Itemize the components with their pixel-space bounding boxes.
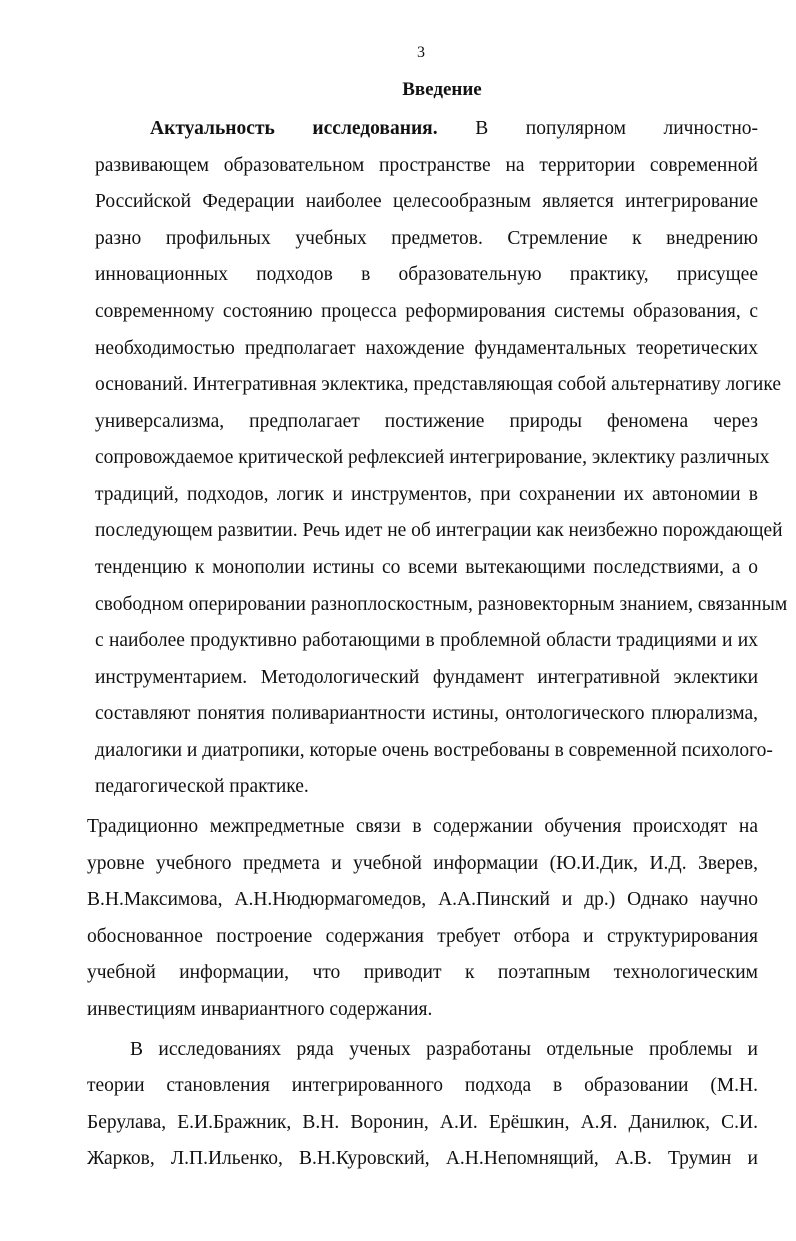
paragraph-line: тенденцию к монополии истины со всеми вытекающими последствиями, а о — [95, 557, 758, 578]
paragraph-line: составляют понятия поливариантности истины, онтологического плюрализма, — [95, 703, 758, 724]
paragraph-line: развивающем образовательном пространстве на территории современной — [95, 155, 758, 176]
paragraph-line: с наиболее продуктивно работающими в проблемной области традициями и их — [95, 630, 758, 651]
paragraph-line: традиций, подходов, логик и инструментов, при сохранении их автономии в — [95, 484, 758, 505]
paragraph-line: сопровождаемое критической рефлексией интегрирование, эклектику различных — [95, 447, 770, 468]
paragraph-line: обоснованное построение содержания требует отбора и структурирования — [87, 926, 758, 947]
paragraph-line: инструментарием. Методологический фундамент интегративной эклектики — [95, 667, 758, 688]
paragraph-line: Российской Федерации наиболее целесообразным является интегрирование — [95, 191, 758, 212]
paragraph-line: универсализма, предполагает постижение природы феномена через — [95, 411, 758, 432]
paragraph-line: разно профильных учебных предметов. Стремление к внедрению — [95, 228, 758, 249]
paragraph-line: В.Н.Максимова, А.Н.Нюдюрмагомедов, А.А.Пинский и др.) Однако научно — [87, 889, 758, 910]
lead-bold-text: Актуальность исследования. — [150, 118, 438, 139]
paragraph-line: диалогики и диатропики, которые очень востребованы в современной психолого- — [95, 740, 773, 761]
line-text: В популярном личностно- — [475, 118, 758, 139]
paragraph-line: учебной информации, что приводит к поэтапным технологическим — [87, 962, 758, 983]
paragraph-line: теории становления интегрированного подхода в образовании (М.Н. — [87, 1075, 758, 1096]
section-heading: Введение — [402, 79, 482, 100]
page-number: 3 — [417, 44, 425, 61]
paragraph-line: Традиционно межпредметные связи в содержании обучения происходят на — [87, 816, 758, 837]
paragraph-line: последующем развитии. Речь идет не об интеграции как неизбежно порождающей — [95, 520, 783, 541]
paragraph-line: инвестициям инвариантного содержания. — [87, 999, 433, 1020]
paragraph-line: уровне учебного предмета и учебной информации (Ю.И.Дик, И.Д. Зверев, — [87, 853, 758, 874]
paragraph-line: Берулава, Е.И.Бражник, В.Н. Воронин, А.И. Ерёшкин, А.Я. Данилюк, С.И. — [87, 1112, 758, 1133]
paragraph-line — [150, 115, 758, 143]
paragraph-line: свободном оперировании разноплоскостным, разновекторным знанием, связанным — [95, 594, 788, 615]
paragraph-line: оснований. Интегративная эклектика, представляющая собой альтернативу логике — [95, 374, 782, 395]
paragraph-line: педагогической практике. — [95, 776, 309, 797]
paragraph-line: инновационных подходов в образовательную практику, присущее — [95, 264, 758, 285]
paragraph-line: необходимостью предполагает нахождение фундаментальных теоретических — [95, 338, 758, 359]
paragraph-line: Жарков, Л.П.Ильенко, В.Н.Куровский, А.Н.Непомнящий, А.В. Трумин и — [87, 1148, 758, 1169]
paragraph-line: современному состоянию процесса реформирования системы образования, с — [95, 301, 758, 322]
paragraph-line: В исследованиях ряда ученых разработаны отдельные проблемы и — [130, 1039, 758, 1060]
